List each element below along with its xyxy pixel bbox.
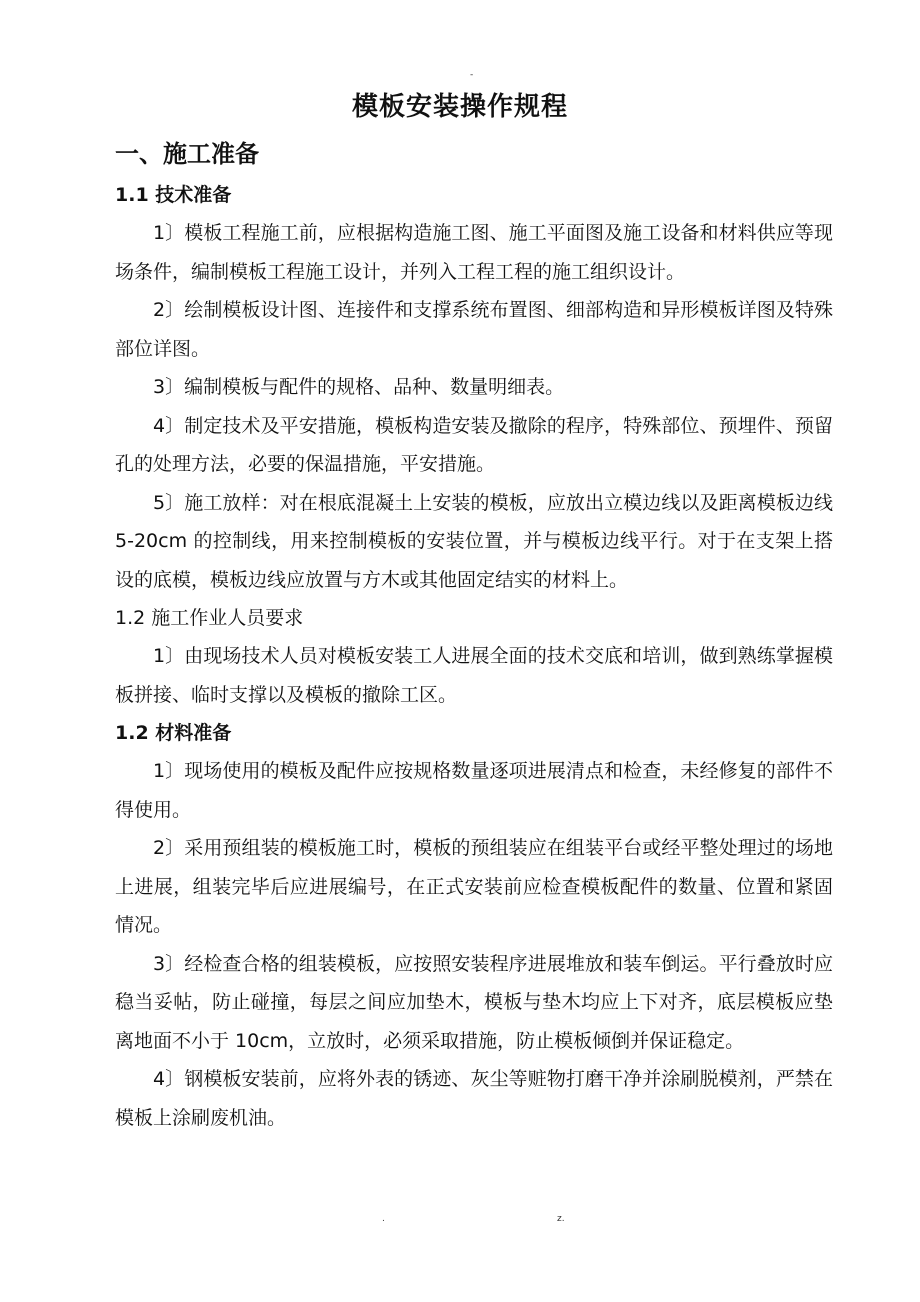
footer-mark-left: . — [382, 1214, 385, 1224]
header-mark: - — [470, 70, 474, 80]
document-body — [115, 132, 833, 1137]
section-heading-preparation: 一、施工准备 — [115, 140, 259, 168]
paragraph: 3〕编制模板与配件的规格、品种、数量明细表。 — [153, 376, 565, 398]
footer-mark-right: z. — [557, 1214, 565, 1224]
paragraph: 2〕采用预组装的模板施工时，模板的预组装应在组装平台或经平整处理过的场地上进展，组装完毕后应进展编号，在正式安装前应检查模板配件的数量、位置和紧固情况。 — [115, 837, 833, 936]
subsection-heading-materials: 1.2 材料准备 — [115, 722, 232, 744]
subsection-heading-technical: 1.1 技术准备 — [115, 184, 232, 206]
paragraph: 2〕绘制模板设计图、连接件和支撑系统布置图、细部构造和异形模板详图及特殊部位详图。 — [115, 299, 833, 360]
paragraph: 1〕模板工程施工前，应根据构造施工图、施工平面图及施工设备和材料供应等现场条件，编制模板工程施工设计，并列入工程工程的施工组织设计。 — [115, 222, 833, 283]
paragraph: 5〕施工放样：对在根底混凝土上安装的模板，应放出立模边线以及距离模板边线 5-20cm 的控制线，用来控制模板的安装位置，并与模板边线平行。对于在支架上搭设的底模，模板边线应放置与方木或其他固定结实的材料上。 — [115, 491, 833, 591]
paragraph: 1〕现场使用的模板及配件应按规格数量逐项进展清点和检查，未经修复的部件不得使用。 — [115, 760, 833, 821]
paragraph: 4〕制定技术及平安措施，模板构造安装及撤除的程序，特殊部位、预埋件、预留孔的处理方法，必要的保温措施，平安措施。 — [115, 414, 833, 475]
paragraph: 1〕由现场技术人员对模板安装工人进展全面的技术交底和培训，做到熟练掌握模板拼接、临时支撑以及模板的撤除工区。 — [115, 645, 833, 706]
paragraph: 3〕经检查合格的组装模板，应按照安装程序进展堆放和装车倒运。平行叠放时应稳当妥帖，防止碰撞，每层之间应加垫木，模板与垫木均应上下对齐，底层模板应垫离地面不小于 10cm，立放时，必须采取措施，防止模板倾倒并保证稳定。 — [115, 952, 833, 1052]
page-title: 模板安装操作规程 — [351, 92, 568, 122]
paragraph: 4〕钢模板安装前，应将外表的锈迹、灰尘等赃物打磨干净并涂刷脱模剂，严禁在模板上涂刷废机油。 — [115, 1068, 833, 1129]
subsection-heading-personnel: 1.2 施工作业人员要求 — [115, 607, 304, 629]
